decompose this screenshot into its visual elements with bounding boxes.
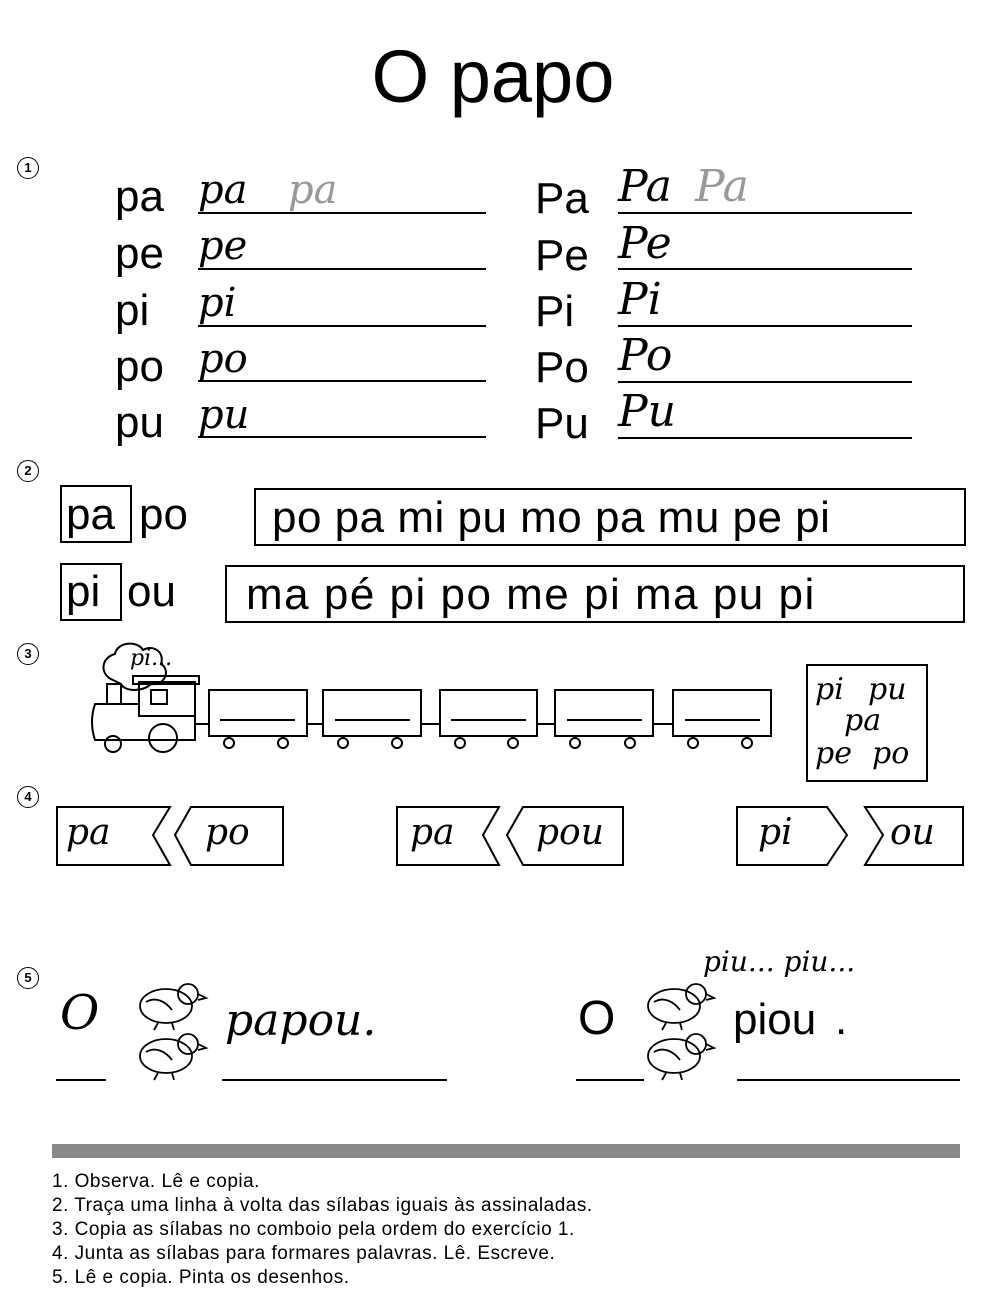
train-illustration	[85, 640, 785, 760]
printed-syllable: Pi	[535, 287, 575, 336]
cursive-syllable: Pi	[618, 274, 662, 325]
highlighted-syllable: pa	[66, 490, 115, 539]
printed-syllable: Pu	[535, 399, 589, 448]
puzzle-syllable: pa	[410, 812, 455, 853]
chicks-illustration	[640, 978, 720, 1086]
verb-cursive: papou.	[225, 995, 377, 1046]
cursive-syllable: Pu	[618, 386, 676, 437]
instruction-item: 1. Observa. Lê e copia.	[52, 1171, 260, 1192]
writing-line[interactable]	[198, 380, 486, 382]
exercise-number-4: 4	[17, 786, 39, 808]
printed-syllable: Pa	[535, 174, 589, 223]
instructions-list	[52, 1170, 593, 1290]
puzzle-syllable: pa	[66, 812, 111, 853]
chicks-illustration	[132, 978, 212, 1086]
syllable-search-row[interactable]: ma pé pi po me pi ma pu pi	[246, 570, 816, 619]
wagon	[209, 690, 307, 736]
writing-line[interactable]	[618, 268, 912, 270]
writing-line[interactable]	[618, 212, 912, 214]
wagon	[440, 690, 537, 736]
exercise-number-3: 3	[17, 643, 39, 665]
writing-line[interactable]	[618, 381, 912, 383]
cursive-syllable: pa	[198, 167, 248, 213]
verb-printed: piou	[733, 995, 817, 1044]
syllable-search-row[interactable]: po pa mi pu mo pa mu pe pi	[272, 493, 831, 542]
writing-line[interactable]	[198, 212, 486, 214]
box-syllable: pi	[815, 672, 844, 707]
writing-line[interactable]	[198, 436, 486, 438]
writing-line[interactable]	[576, 1079, 644, 1081]
puzzle-pieces	[55, 805, 965, 869]
printed-syllable: pe	[115, 229, 164, 278]
puzzle-syllable: pou	[536, 812, 604, 853]
sentence-period: .	[835, 995, 848, 1044]
locomotive-wheel	[105, 736, 121, 752]
writing-line[interactable]	[222, 1079, 447, 1081]
cursive-syllable: Po	[618, 330, 673, 381]
word-ending: ou	[127, 567, 176, 616]
smoke-text: pi...	[130, 646, 173, 671]
writing-line[interactable]	[737, 1079, 960, 1081]
puzzle-syllable: po	[205, 812, 250, 853]
box-syllable: pa	[844, 703, 882, 738]
instruction-item: 4. Junta as sílabas para formares palavras. Lê. Escreve.	[52, 1243, 556, 1264]
wagon	[673, 690, 771, 736]
word-ending: po	[139, 490, 188, 539]
wagon	[323, 690, 421, 736]
printed-syllable: pa	[115, 172, 164, 221]
trace-syllable: pa	[288, 167, 338, 213]
cursive-syllable: pe	[198, 223, 248, 269]
exercise-number-2: 2	[17, 460, 39, 482]
cursive-syllable: po	[198, 336, 248, 382]
printed-syllable: pu	[115, 398, 164, 447]
trace-syllable: Pa	[695, 161, 749, 212]
box-syllable: po	[872, 736, 910, 771]
exercise-number-1: 1	[17, 157, 39, 179]
cursive-syllable: pu	[198, 392, 250, 438]
writing-line[interactable]	[198, 268, 486, 270]
writing-line[interactable]	[198, 325, 486, 327]
wagon	[555, 690, 653, 736]
box-syllable: pu	[868, 672, 907, 707]
highlighted-syllable: pi	[66, 567, 101, 616]
writing-line[interactable]	[618, 437, 912, 439]
cursive-syllable: pi	[198, 280, 237, 326]
cab-window	[151, 690, 167, 704]
instruction-item: 3. Copia as sílabas no comboio pela ordem do exercício 1.	[52, 1219, 575, 1240]
divider-bar	[52, 1144, 960, 1158]
page-title: O papo	[371, 35, 615, 118]
locomotive-body	[92, 704, 195, 740]
printed-syllable: Pe	[535, 231, 589, 280]
printed-syllable: Po	[535, 343, 589, 392]
writing-line[interactable]	[56, 1079, 106, 1081]
exercise-number-5: 5	[17, 967, 39, 989]
instruction-item: 5. Lê e copia. Pinta os desenhos.	[52, 1267, 350, 1288]
chick-sound: piu... piu...	[703, 945, 856, 978]
instruction-item: 2. Traça uma linha à volta das sílabas iguais às assinaladas.	[52, 1195, 593, 1216]
printed-syllable: pi	[115, 286, 150, 335]
puzzle-syllable: ou	[890, 812, 935, 853]
puzzle-syllable: pi	[758, 812, 793, 853]
chimney	[107, 684, 121, 704]
locomotive-wheel	[149, 724, 177, 752]
article-printed: O	[578, 992, 616, 1045]
article-cursive: O	[60, 985, 100, 1041]
cursive-syllable: Pa	[618, 161, 672, 212]
writing-line[interactable]	[618, 325, 912, 327]
box-syllable: pe	[815, 736, 852, 771]
printed-syllable: po	[115, 342, 164, 391]
cursive-syllable: Pe	[618, 218, 672, 269]
